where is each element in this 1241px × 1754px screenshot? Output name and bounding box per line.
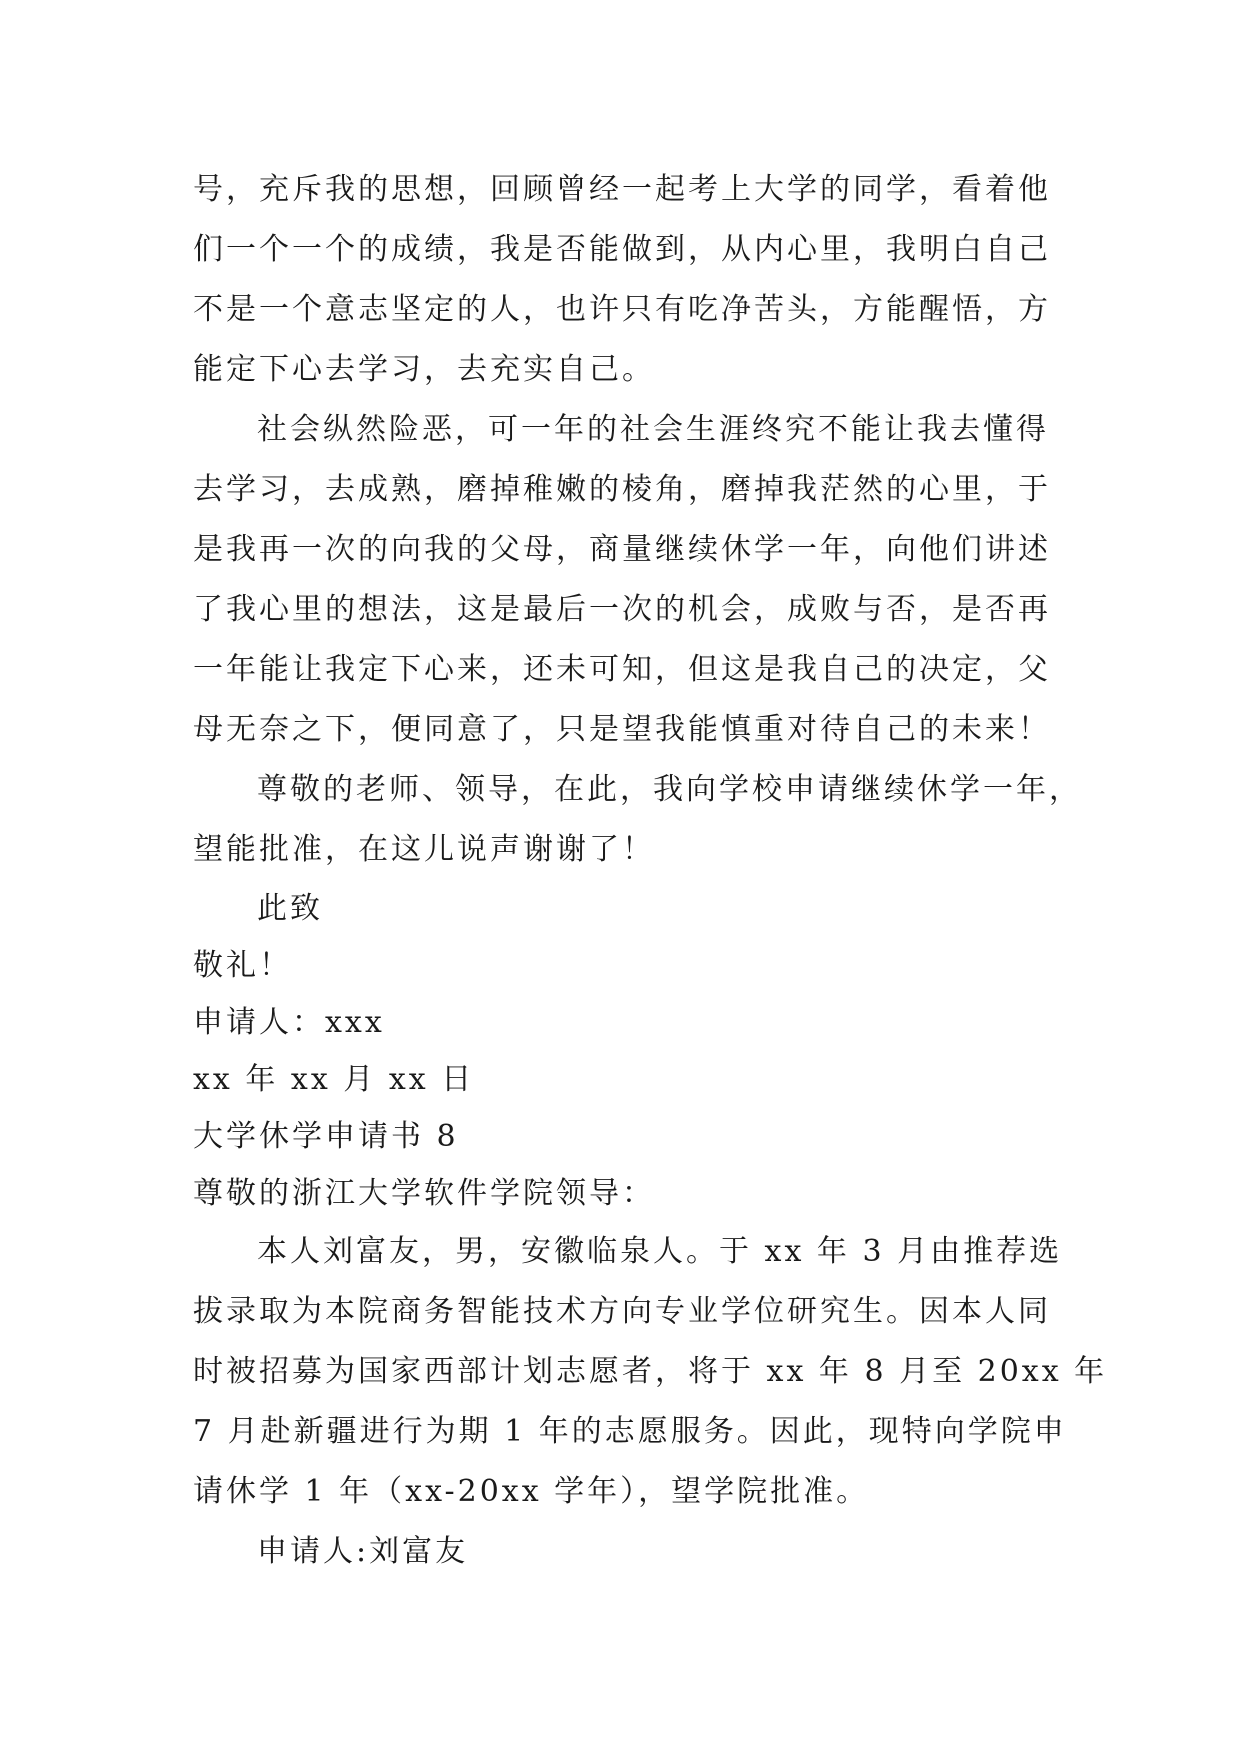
paragraph-2-line-2: 去学习，去成熟，磨掉稚嫩的棱角，磨掉我茫然的心里，于 — [193, 472, 1051, 507]
paragraph-2-line-1: 社会纵然险恶，可一年的社会生涯终究不能让我去懂得 — [257, 412, 1049, 447]
paragraph-1-line-3: 不是一个意志坚定的人，也许只有吃净苦头，方能醒悟，方 — [193, 292, 1051, 327]
paragraph-1-line-2: 们一个一个的成绩，我是否能做到，从内心里，我明白自己 — [193, 232, 1051, 267]
paragraph-2-line-5: 一年能让我定下心来，还未可知，但这是我自己的决定，父 — [193, 652, 1051, 687]
paragraph-3-line-2: 望能批准，在这儿说声谢谢了！ — [193, 832, 655, 867]
paragraph-3-line-1: 尊敬的老师、领导，在此，我向学校申请继续休学一年， — [257, 772, 1082, 807]
date-line: xx 年 xx 月 xx 日 — [193, 1062, 475, 1097]
paragraph-4-line-1: 本人刘富友，男，安徽临泉人。于 xx 年 3 月由推荐选 — [257, 1234, 1063, 1269]
signature-line: 申请人:刘富友 — [257, 1534, 469, 1569]
paragraph-4-line-2: 拔录取为本院商务智能技术方向专业学位研究生。因本人同 — [193, 1294, 1051, 1329]
paragraph-1-line-4: 能定下心去学习，去充实自己。 — [193, 352, 655, 387]
closing-phrase: 此致 — [257, 891, 323, 926]
paragraph-4-line-4: 7 月赴新疆进行为期 1 年的志愿服务。因此，现特向学院申 — [193, 1414, 1067, 1449]
paragraph-4-line-5: 请休学 1 年（xx-20xx 学年），望学院批准。 — [193, 1474, 870, 1509]
document-body — [193, 160, 1108, 1582]
paragraph-4-line-3: 时被招募为国家西部计划志愿者，将于 xx 年 8 月至 20xx 年 — [193, 1354, 1108, 1389]
applicant-line: 申请人：xxx — [193, 1005, 385, 1040]
greeting: 尊敬的浙江大学软件学院领导： — [193, 1176, 655, 1211]
section-title: 大学休学申请书 8 — [193, 1119, 459, 1154]
salute: 敬礼！ — [193, 948, 292, 983]
paragraph-2-line-6: 母无奈之下，便同意了，只是望我能慎重对待自己的未来！ — [193, 712, 1051, 747]
paragraph-2-line-4: 了我心里的想法，这是最后一次的机会，成败与否，是否再 — [193, 592, 1051, 627]
paragraph-2-line-3: 是我再一次的向我的父母，商量继续休学一年，向他们讲述 — [193, 532, 1051, 567]
paragraph-1-line-1: 号，充斥我的思想，回顾曾经一起考上大学的同学，看着他 — [193, 172, 1051, 207]
